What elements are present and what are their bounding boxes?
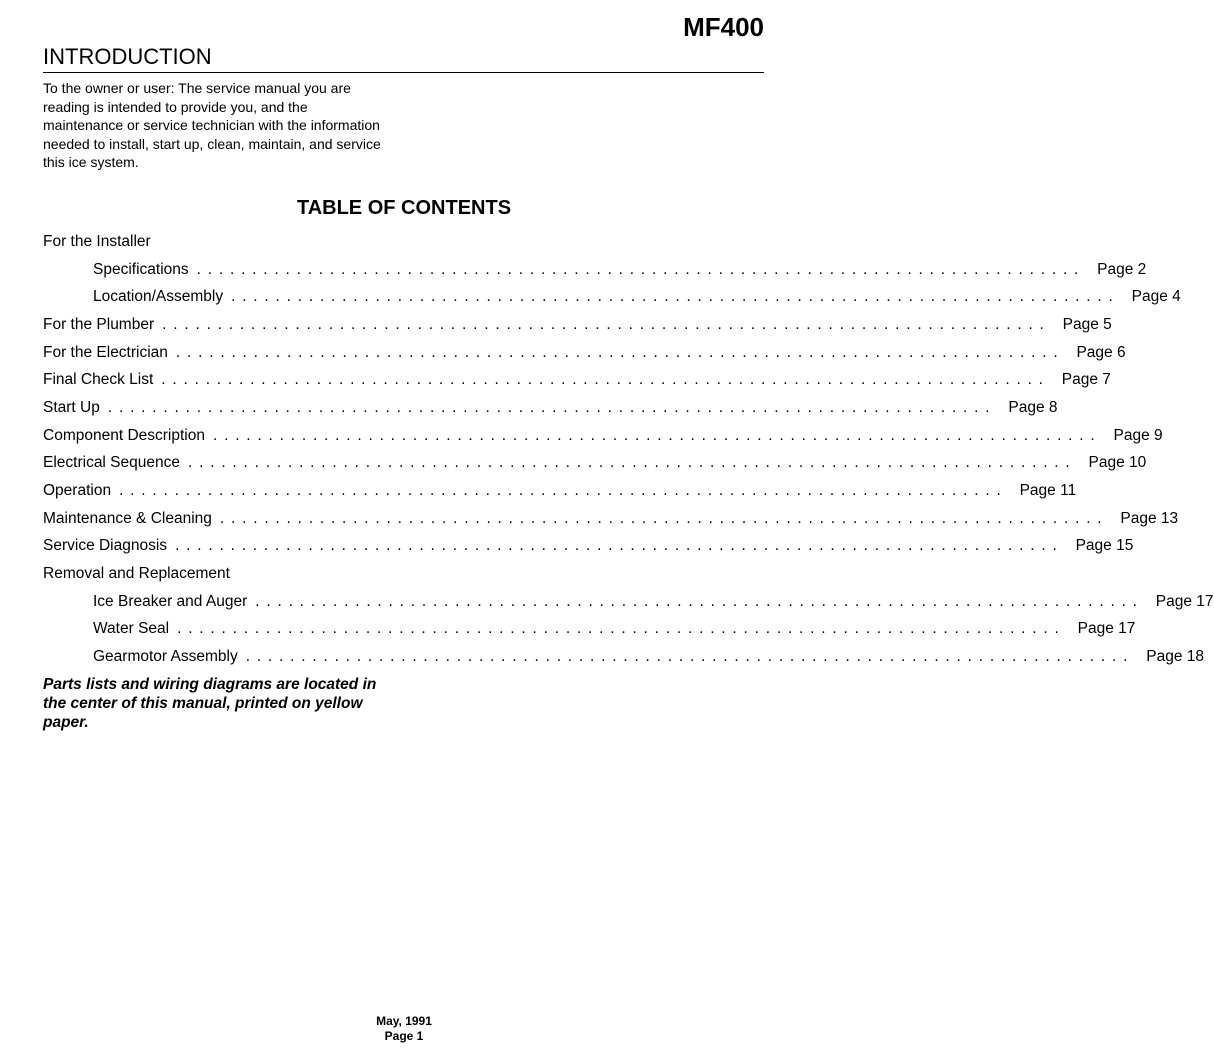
toc-entry-page: Page 13 (1120, 509, 1179, 527)
toc-heading: TABLE OF CONTENTS (296, 197, 512, 219)
toc-entry (43, 450, 1147, 478)
toc-entry (43, 339, 1126, 367)
toc-entry-label: For the Plumber (43, 315, 155, 333)
toc-entry-label: Gearmotor Assembly (93, 648, 238, 666)
section-title: INTRODUCTION (43, 44, 212, 69)
toc-entry (43, 366, 1111, 394)
toc-entry-page: Page 15 (1075, 537, 1134, 555)
toc-entry-page: Page 11 (1019, 482, 1077, 500)
toc-leader-dots: ................................................................................ (255, 592, 1144, 610)
toc-leader-dots: ................................................................................ (219, 509, 1109, 527)
toc-entry-label: For the Electrician (43, 343, 168, 361)
toc-entry-label: Removal and Replacement (43, 565, 230, 583)
toc-leader-dots: ................................................................................ (245, 648, 1135, 666)
toc-entry (43, 643, 1204, 671)
toc-entry-page: Page 2 (1097, 260, 1147, 278)
toc-leader-dots: ................................................................................ (175, 343, 1065, 361)
toc-entry-label: Operation (43, 482, 112, 500)
toc-entry (43, 560, 759, 588)
toc-leader-dots: ................................................................................ (212, 426, 1102, 444)
toc-entry-label: For the Installer (43, 232, 151, 250)
toc-leader-dots: ................................................................................ (231, 288, 1120, 306)
toc-entry-page: Page 10 (1088, 454, 1147, 472)
toc-entry (43, 533, 1134, 561)
toc-leader-dots: ................................................................................ (175, 537, 1064, 555)
toc-entry-label: Electrical Sequence (43, 454, 180, 472)
toc-leader-dots: ................................................................................ (177, 620, 1066, 638)
toc-entry-page: Page 17 (1077, 620, 1136, 638)
toc-entry (43, 394, 1058, 422)
toc-entry-page: Page 6 (1076, 343, 1126, 361)
footer-date: May, 1991 (376, 1014, 432, 1028)
toc-entry (43, 505, 1179, 533)
footer-page-number: Page 1 (384, 1029, 424, 1043)
header-rule (43, 72, 764, 73)
intro-paragraph: To the owner or user: The service manual you are reading is intended to provide you, and the maintenance or service technician with the information needed to install, start up, clean, maintain, and service this ice system. (43, 80, 381, 170)
toc-entry (43, 228, 759, 256)
table-of-contents (43, 228, 1214, 671)
toc-leader-dots: ................................................................................ (161, 371, 1050, 389)
toc-entry-page: Page 17 (1155, 592, 1214, 610)
toc-entry-label: Final Check List (43, 371, 154, 389)
toc-leader-dots: ................................................................................ (188, 454, 1077, 472)
footer (0, 1014, 808, 1044)
toc-leader-dots: ................................................................................ (119, 482, 1008, 500)
model-number: MF400 (683, 12, 764, 42)
toc-entry (43, 283, 1181, 311)
toc-entry (43, 311, 1112, 339)
toc-leader-dots: ................................................................................ (162, 315, 1051, 333)
toc-entry-label: Water Seal (93, 620, 170, 638)
toc-entry-page: Page 5 (1062, 315, 1112, 333)
toc-entry-page: Page 4 (1131, 288, 1181, 306)
toc-entry (43, 422, 1163, 450)
toc-leader-dots: ................................................................................ (196, 260, 1086, 278)
toc-entry (43, 588, 1214, 616)
toc-leader-dots: ................................................................................ (107, 398, 997, 416)
toc-entry-label: Maintenance & Cleaning (43, 509, 212, 527)
toc-entry-label: Ice Breaker and Auger (93, 592, 248, 610)
toc-entry-page: Page 9 (1113, 426, 1163, 444)
toc-entry (43, 256, 1147, 284)
parts-note: Parts lists and wiring diagrams are located in the center of this manual, printed on yellow paper. (43, 676, 377, 731)
toc-entry-page: Page 7 (1061, 371, 1111, 389)
toc-entry (43, 616, 1136, 644)
toc-entry-label: Start Up (43, 398, 100, 416)
toc-entry-label: Specifications (93, 260, 189, 278)
toc-entry-label: Location/Assembly (93, 288, 224, 306)
toc-entry-label: Service Diagnosis (43, 537, 168, 555)
toc-entry-page: Page 8 (1008, 398, 1058, 416)
toc-entry-page: Page 18 (1146, 648, 1204, 666)
toc-entry-label: Component Description (43, 426, 205, 444)
toc-entry (43, 477, 1077, 505)
